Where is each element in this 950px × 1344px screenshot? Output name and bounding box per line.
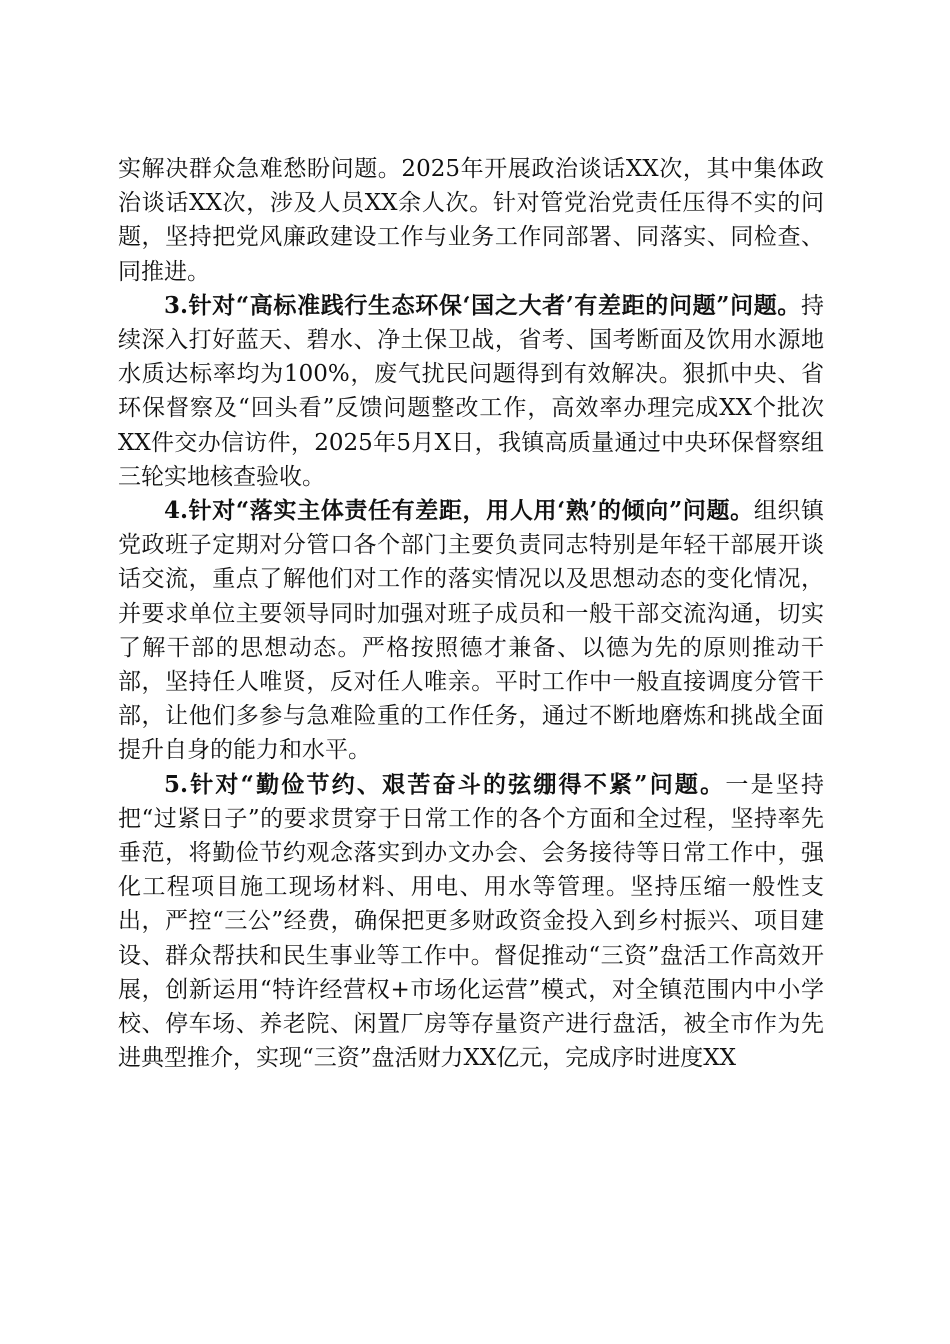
paragraph-3 <box>118 494 824 768</box>
paragraph-2-heading: 3.针对“高标准践行生态环保‘国之大者’有差距的问题”问题。 <box>164 291 801 319</box>
paragraph-4-heading: 5.针对“勤俭节约、艰苦奋斗的弦绷得不紧”问题。 <box>164 770 726 798</box>
document-page <box>118 152 824 1075</box>
paragraph-3-heading: 4.针对“落实主体责任有差距，用人用‘熟’的倾向”问题。 <box>164 497 754 525</box>
paragraph-1 <box>118 152 824 289</box>
paragraph-3-body: 组织镇党政班子定期对分管口各个部门主要负责同志特别是年轻干部展开谈话交流，重点了解他们对工作的落实情况以及思想动态的变化情况，并要求单位主要领导同时加强对班子成员和一般干部交流沟通，切实了解干部的思想动态。严格按照德才兼备、以德为先的原则推动干部，坚持任人唯贤，反对任人唯亲。平时工作中一般直接调度分管干部，让他们多参与急难险重的工作任务，通过不断地磨炼和挑战全面提升自身的能力和水平。 <box>118 498 825 764</box>
paragraph-4 <box>118 768 824 1076</box>
paragraph-2-body: 持续深入打好蓝天、碧水、净土保卫战，省考、国考断面及饮用水源地水质达标率均为100%，废气扰民问题得到有效解决。狠抓中央、省环保督察及“回头看”反馈问题整改工作，高效率办理完成XX个批次XX件交办信访件，2025年5月X日，我镇高质量通过中央环保督察组三轮实地核查验收。 <box>118 292 824 490</box>
paragraph-2 <box>118 289 824 494</box>
paragraph-4-body: 一是坚持把“过紧日子”的要求贯穿于日常工作的各个方面和全过程，坚持率先垂范，将勤俭节约观念落实到办文办会、会务接待等日常工作中，强化工程项目施工现场材料、用电、用水等管理。坚持压缩一般性支出，严控“三公”经费，确保把更多财政资金投入到乡村振兴、项目建设、群众帮扶和民生事业等工作中。督促推动“三资”盘活工作高效开展，创新运用“特许经营权+市场化运营”模式，对全镇范围内中小学校、停车场、养老院、闲置厂房等存量资产进行盘活，被全市作为先进典型推介，实现“三资”盘活财力XX亿元，完成序时进度XX <box>118 771 824 1072</box>
paragraph-1-body: 实解决群众急难愁盼问题。2025年开展政治谈话XX次，其中集体政治谈话XX次，涉及人员XX余人次。针对管党治党责任压得不实的问题，坚持把党风廉政建设工作与业务工作同部署、同落实、同检查、同推进。 <box>118 156 824 285</box>
